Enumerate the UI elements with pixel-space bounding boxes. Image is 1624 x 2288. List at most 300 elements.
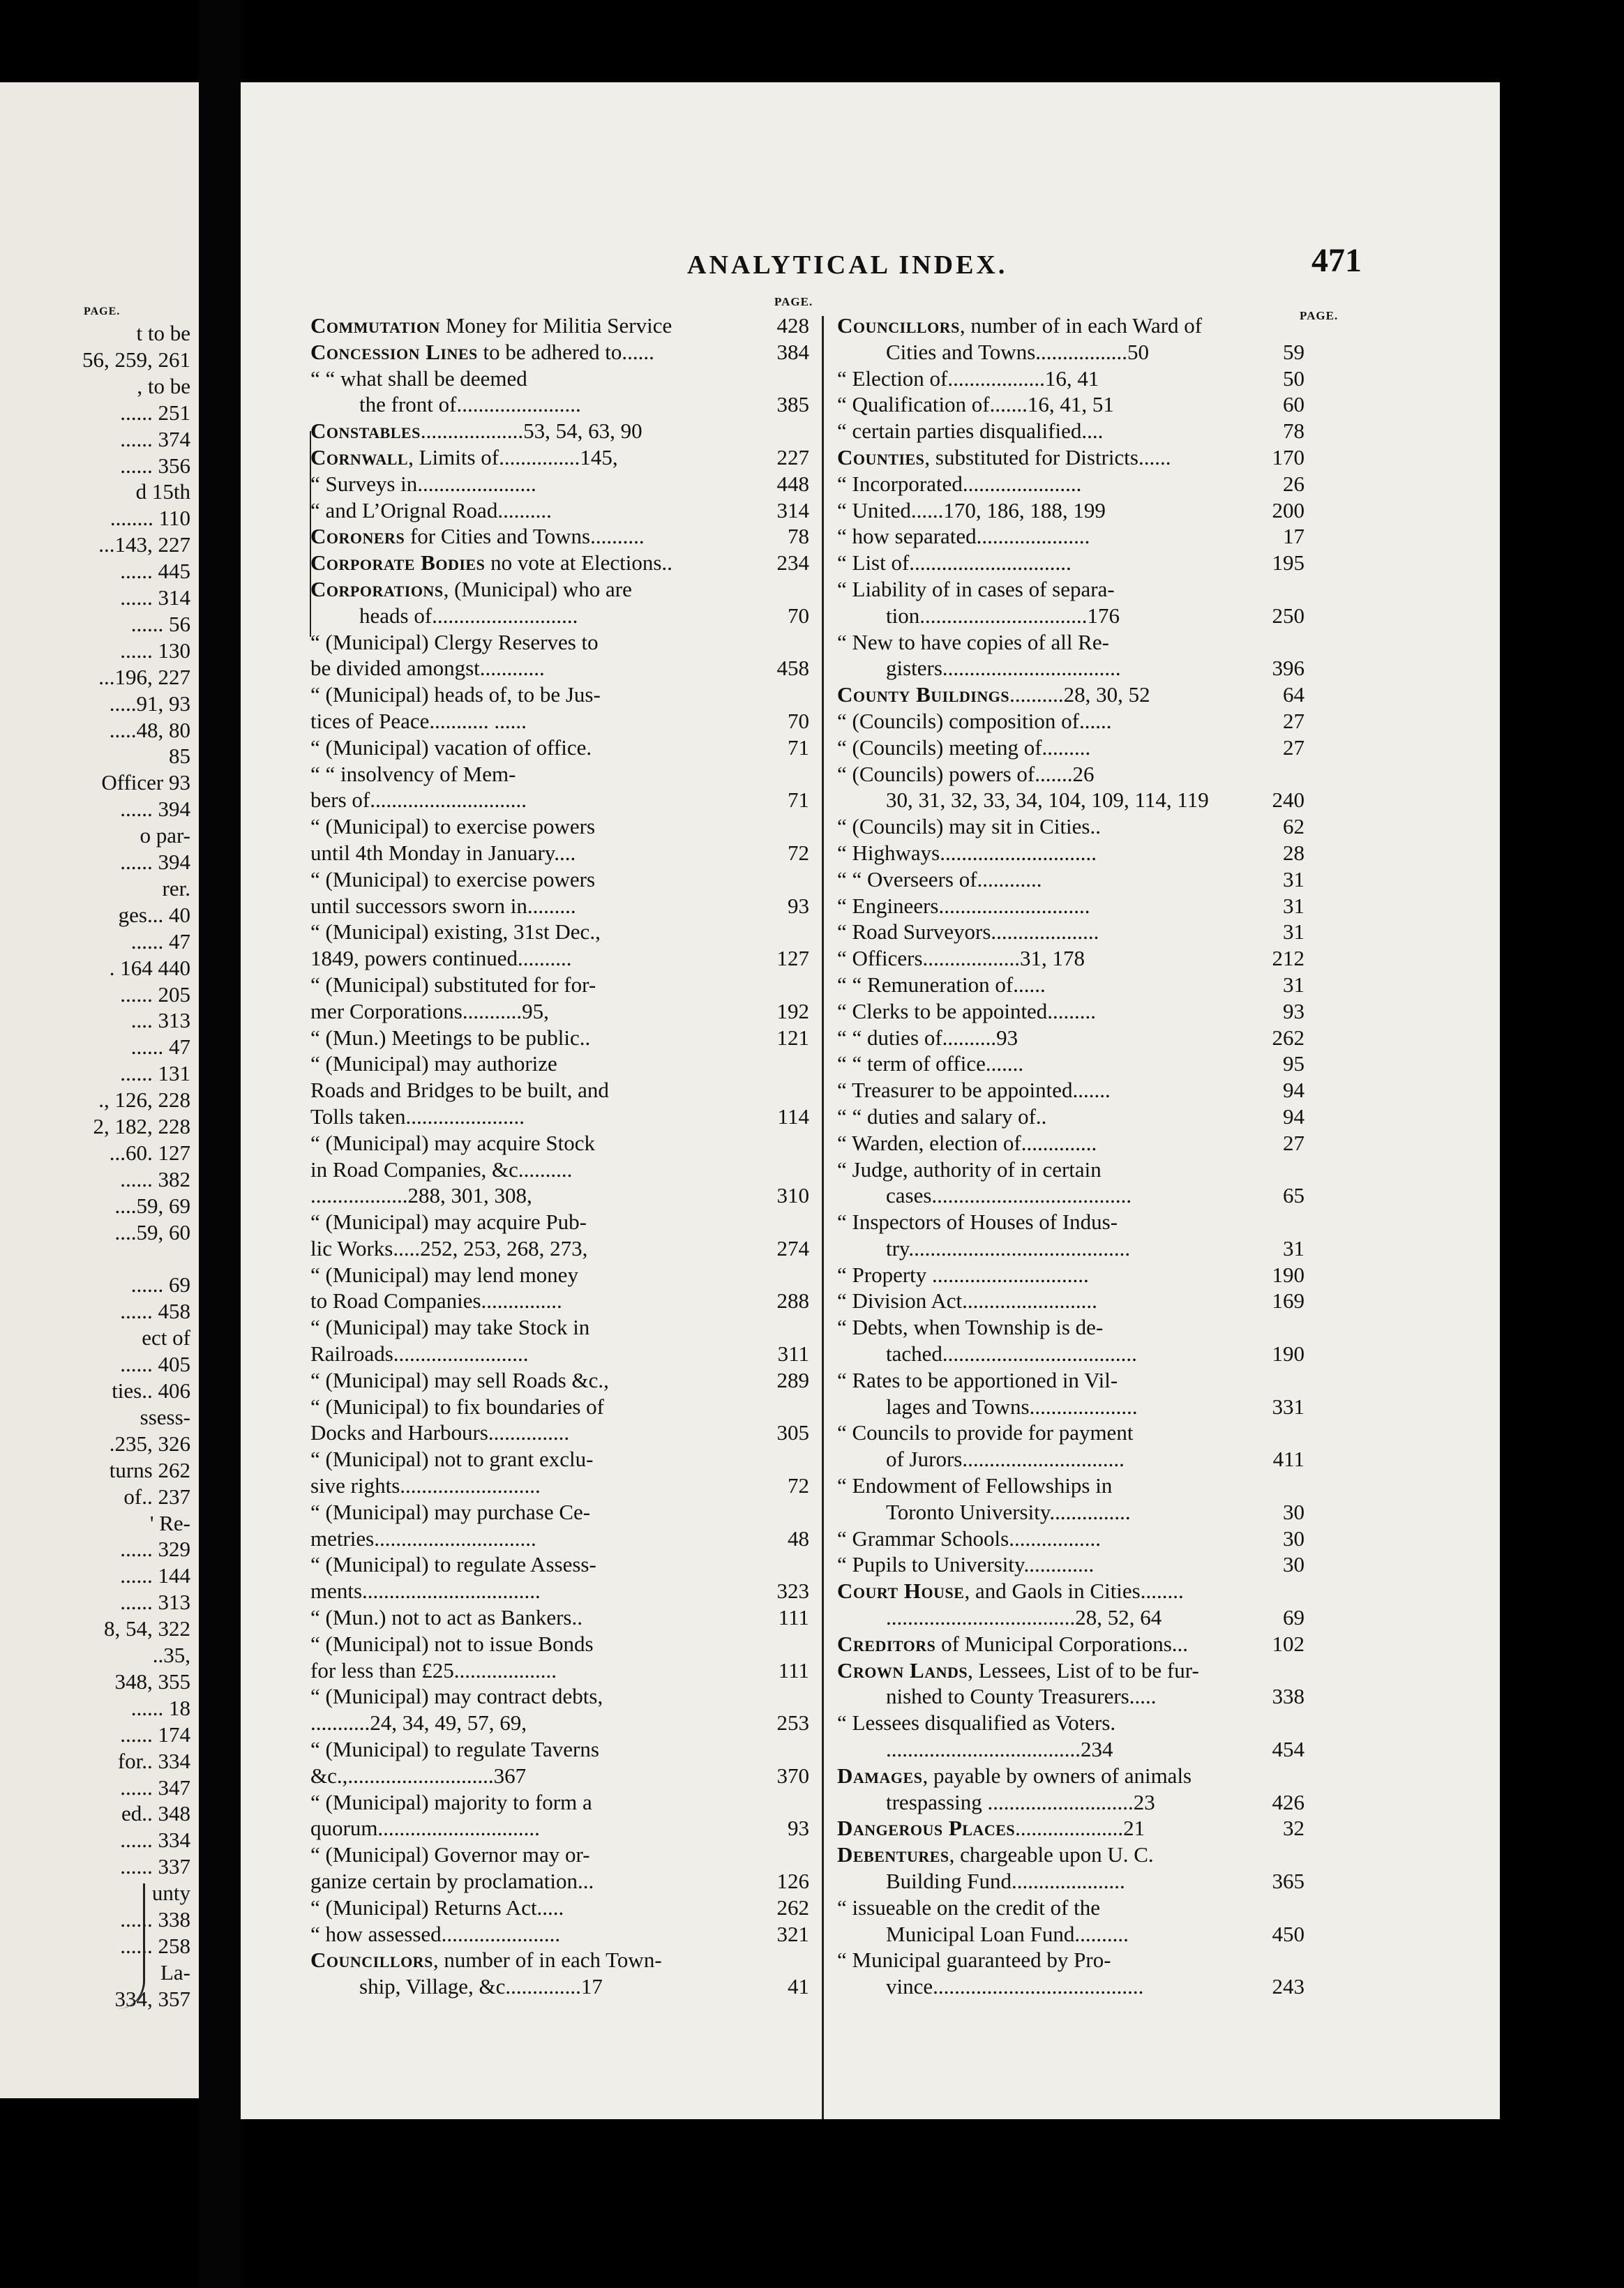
- entry-text: [310, 1077, 809, 1104]
- previous-page-line: ...... 382: [120, 1166, 190, 1191]
- entry-page-reference: 127: [776, 946, 809, 971]
- index-entry: [310, 391, 809, 418]
- index-entry: [837, 629, 1305, 656]
- entry-page-reference: 95: [1283, 1051, 1305, 1076]
- entry-description: tion...............................176: [886, 603, 1120, 628]
- index-entry: [310, 708, 809, 735]
- previous-page-line: Officer 93: [101, 770, 190, 795]
- entry-text: [310, 761, 809, 788]
- entry-description: Municipal Loan Fund..........: [886, 1921, 1129, 1946]
- previous-page-line: ...... 131: [120, 1061, 190, 1086]
- entry-page-reference: 31: [1283, 919, 1305, 944]
- entry-heading: Court House: [837, 1579, 965, 1604]
- entry-text: [310, 1736, 809, 1763]
- entry-description: for less than £25...................: [310, 1657, 557, 1683]
- index-entry: [837, 708, 1305, 735]
- index-entry: [310, 550, 809, 576]
- index-entry: [837, 1314, 1305, 1341]
- index-entry: [837, 1157, 1305, 1183]
- index-entry: [310, 1551, 809, 1578]
- entry-description: “ (Mun.) not to act as Bankers..: [310, 1605, 582, 1630]
- index-entry: [837, 1367, 1305, 1394]
- entry-description: “ Councils to provide for payment: [837, 1420, 1134, 1445]
- entry-text: [310, 1394, 809, 1420]
- entry-text: [837, 813, 1256, 840]
- entry-page-reference: 274: [776, 1235, 809, 1260]
- entry-description: “ (Municipal) may lend money: [310, 1262, 578, 1287]
- entry-text: [837, 1288, 1256, 1314]
- index-entry: [310, 1736, 809, 1763]
- index-entry: [310, 1288, 809, 1314]
- entry-text: [310, 1789, 809, 1816]
- previous-page-line: ....59, 69: [114, 1193, 190, 1218]
- entry-text: [837, 629, 1305, 656]
- entry-description: for Cities and Towns..........: [405, 524, 645, 549]
- previous-page-line: ...... 334: [120, 1828, 190, 1853]
- entry-description: ...................................28, 52, 64: [886, 1605, 1162, 1630]
- previous-page-line: ..35,: [152, 1643, 190, 1667]
- page-number: 471: [1311, 242, 1362, 279]
- entry-description: “ (Municipal) substituted for for-: [310, 972, 596, 997]
- index-entry: [310, 471, 809, 497]
- entry-description: “ Property .............................: [837, 1262, 1089, 1287]
- entry-page-reference: 288: [776, 1288, 809, 1314]
- index-entry: [837, 1499, 1305, 1526]
- entry-page-reference: 30: [1283, 1552, 1305, 1577]
- index-entry: [837, 655, 1305, 682]
- index-entry: [837, 1104, 1305, 1130]
- entry-text: [837, 497, 1256, 524]
- entry-description: , payable by owners of animals: [922, 1763, 1192, 1788]
- index-entry: [310, 998, 809, 1025]
- index-entry: [837, 1895, 1305, 1921]
- index-entry: [310, 1710, 809, 1736]
- entry-page-reference: 331: [1272, 1394, 1305, 1419]
- entry-description: “ (Municipal) to fix boundaries of: [310, 1394, 604, 1419]
- previous-page-line: ...... 445: [120, 559, 190, 584]
- index-entry: [310, 840, 809, 866]
- previous-page-line: ....59, 60: [114, 1219, 190, 1244]
- entry-text: [310, 1842, 809, 1868]
- entry-description: “ (Municipal) majority to form a: [310, 1789, 592, 1814]
- entry-page-reference: 78: [1283, 419, 1305, 444]
- entry-description: “ Incorporated......................: [837, 471, 1082, 496]
- entry-page-reference: 71: [788, 735, 809, 760]
- left-column: [310, 313, 809, 2000]
- entry-description: , number of in each Town-: [433, 1948, 662, 1973]
- entry-page-reference: 200: [1272, 497, 1305, 522]
- entry-page-reference: 50: [1283, 366, 1305, 391]
- entry-description: , Limits of...............145,: [408, 444, 618, 469]
- entry-description: “ Clerks to be appointed.........: [837, 998, 1097, 1023]
- entry-description: “ (Municipal) to regulate Taverns: [310, 1737, 599, 1762]
- entry-text: [310, 366, 809, 392]
- entry-page-reference: 48: [788, 1526, 809, 1551]
- entry-text: [886, 1446, 1256, 1473]
- entry-description: “ “ insolvency of Mem-: [310, 761, 516, 786]
- index-entry: [837, 1235, 1305, 1262]
- entry-text: [837, 1815, 1256, 1842]
- entry-description: try.........................................: [886, 1235, 1131, 1260]
- entry-text: [837, 550, 1256, 576]
- left-column-page-label: PAGE.: [774, 295, 813, 308]
- entry-text: [310, 682, 809, 708]
- entry-page-reference: 450: [1272, 1921, 1305, 1946]
- previous-page-line: ...... 313: [120, 1590, 190, 1615]
- entry-description: mer Corporations...........95,: [310, 998, 549, 1023]
- previous-page-line: ...... 144: [120, 1563, 190, 1588]
- entry-text: [837, 1895, 1305, 1921]
- entry-text: [310, 893, 760, 919]
- entry-page-reference: 396: [1272, 656, 1305, 681]
- index-entry: [310, 1683, 809, 1710]
- entry-text: [310, 1473, 760, 1499]
- entry-description: “ “ what shall be deemed: [310, 366, 527, 391]
- entry-page-reference: 114: [777, 1104, 809, 1129]
- entry-page-reference: 111: [778, 1657, 809, 1683]
- previous-page-line: for.. 334: [117, 1748, 190, 1773]
- previous-page-line: ...... 394: [120, 797, 190, 822]
- index-entry: [310, 576, 809, 603]
- index-entry: [310, 655, 809, 682]
- entry-text: [310, 497, 760, 524]
- entry-page-reference: 126: [776, 1869, 809, 1894]
- entry-text: [837, 1473, 1305, 1499]
- index-entry: [837, 761, 1305, 788]
- entry-text: [886, 1921, 1256, 1948]
- entry-description: Docks and Harbours...............: [310, 1420, 570, 1445]
- previous-page-fragment: [0, 82, 199, 2098]
- entry-page-reference: 253: [776, 1710, 809, 1736]
- entry-description: “ Election of..................16, 41: [837, 366, 1099, 391]
- previous-page-line: ...196, 227: [98, 664, 190, 689]
- entry-text: [837, 444, 1256, 471]
- entry-description: to Road Companies...............: [310, 1288, 562, 1314]
- entry-description: “ Highways.............................: [837, 840, 1097, 865]
- index-entry: [310, 761, 809, 788]
- entry-description: , (Municipal) who are: [443, 576, 632, 601]
- entry-text: [310, 1657, 760, 1684]
- previous-page-line: ...... 338: [120, 1907, 190, 1932]
- entry-text: [837, 1077, 1256, 1104]
- index-entry: [837, 1763, 1305, 1789]
- entry-text: [310, 1763, 760, 1789]
- previous-page-line: ...... 314: [120, 585, 190, 610]
- entry-text: [310, 919, 809, 945]
- entry-description: “ (Councils) may sit in Cities..: [837, 814, 1101, 839]
- entry-heading: Concession Lines: [310, 339, 478, 364]
- index-entry: [837, 1420, 1305, 1446]
- entry-page-reference: 59: [1283, 339, 1305, 364]
- index-entry: [837, 1947, 1305, 1973]
- entry-text: [310, 1868, 760, 1895]
- previous-page-line: ...... 405: [120, 1352, 190, 1377]
- entry-description: “ (Councils) composition of......: [837, 708, 1112, 733]
- entry-page-reference: 314: [776, 497, 809, 522]
- entry-description: Cities and Towns.................50: [886, 339, 1150, 364]
- entry-text: [837, 418, 1256, 444]
- entry-text: [310, 1209, 809, 1235]
- entry-description: “ Inspectors of Houses of Indus-: [837, 1210, 1118, 1235]
- entry-text: [837, 840, 1256, 866]
- index-entry: [837, 444, 1305, 471]
- previous-page-line: ...60. 127: [109, 1140, 190, 1165]
- index-entry: [310, 1657, 809, 1684]
- entry-description: “ (Municipal) may purchase Ce-: [310, 1499, 591, 1524]
- index-entry: [837, 1394, 1305, 1420]
- entry-description: “ (Municipal) vacation of office.: [310, 735, 592, 760]
- entry-page-reference: 240: [1272, 788, 1305, 813]
- index-entry: [310, 1868, 809, 1895]
- entry-text: [310, 1604, 760, 1631]
- index-entry: [837, 1526, 1305, 1552]
- index-entry: [310, 1789, 809, 1816]
- entry-description: “ Engineers............................: [837, 893, 1090, 918]
- entry-description: “ Grammar Schools.................: [837, 1526, 1101, 1551]
- entry-page-reference: 72: [788, 840, 809, 865]
- previous-page-line: ...... 205: [120, 981, 190, 1007]
- entry-description: gisters.................................: [886, 656, 1121, 681]
- previous-page-line: 8, 54, 322: [104, 1616, 190, 1641]
- index-entry: [837, 1710, 1305, 1736]
- index-entry: [310, 1367, 809, 1394]
- index-entry: [310, 813, 809, 840]
- entry-page-reference: 28: [1283, 840, 1305, 865]
- entry-text: [359, 391, 760, 418]
- entry-heading: Dangerous Places: [837, 1816, 1016, 1841]
- entry-description: Building Fund.....................: [886, 1869, 1125, 1894]
- index-entry: [837, 919, 1305, 945]
- entry-text: [886, 1868, 1256, 1895]
- entry-text: [310, 1288, 760, 1314]
- entry-page-reference: 78: [788, 524, 809, 549]
- entry-page-reference: 93: [788, 1816, 809, 1841]
- entry-page-reference: 65: [1283, 1183, 1305, 1208]
- entry-description: of Municipal Corporations...: [935, 1631, 1189, 1656]
- previous-page-line: .....91, 93: [109, 691, 190, 716]
- entry-text: [310, 1683, 809, 1710]
- index-entry: [310, 1314, 809, 1341]
- index-entry: [310, 523, 809, 550]
- entry-text: [837, 1657, 1305, 1684]
- entry-text: [837, 735, 1256, 761]
- index-entry: [310, 1895, 809, 1921]
- entry-description: “ Municipal guaranteed by Pro-: [837, 1948, 1111, 1973]
- entry-description: “ (Municipal) existing, 31st Dec.,: [310, 919, 601, 944]
- entry-page-reference: 321: [776, 1921, 809, 1946]
- entry-description: “ Liability of in cases of separa-: [837, 576, 1115, 601]
- entry-description: “ Endowment of Fellowships in: [837, 1473, 1113, 1498]
- pencil-bracket-mark: [115, 1883, 145, 2009]
- entry-description: , number of in each Ward of: [959, 313, 1203, 338]
- index-entry: [310, 1420, 809, 1446]
- entry-text: [837, 1104, 1256, 1130]
- entry-text: [837, 1710, 1305, 1736]
- index-entry: [837, 1051, 1305, 1077]
- entry-text: [359, 603, 760, 629]
- entry-description: lages and Towns....................: [886, 1394, 1138, 1419]
- entry-description: , Lessees, List of to be fur-: [968, 1657, 1199, 1683]
- index-entry: [310, 972, 809, 998]
- index-entry: [837, 1262, 1305, 1288]
- entry-description: of Jurors..............................: [886, 1447, 1125, 1472]
- entry-description: tached....................................: [886, 1341, 1137, 1367]
- entry-text: [310, 1341, 760, 1367]
- previous-page-line: ., 126, 228: [98, 1087, 190, 1113]
- previous-page-line: ...... 174: [120, 1722, 190, 1747]
- index-entry: [310, 1604, 809, 1631]
- entry-heading: County Buildings: [837, 682, 1010, 707]
- index-entry: [310, 1182, 809, 1209]
- entry-page-reference: 411: [1272, 1447, 1305, 1472]
- index-entry: [837, 471, 1305, 497]
- previous-page-line: ties.. 406: [112, 1378, 190, 1403]
- entry-text: [837, 366, 1256, 392]
- entry-description: “ (Municipal) to exercise powers: [310, 866, 596, 891]
- entry-description: “ Debts, when Township is de-: [837, 1315, 1104, 1340]
- entry-text: [310, 1526, 760, 1552]
- previous-page-line: ' Re-: [149, 1510, 190, 1535]
- entry-page-reference: 305: [776, 1420, 809, 1445]
- entry-description: no vote at Elections..: [485, 550, 672, 575]
- index-entry: [310, 1157, 809, 1183]
- index-entry: [310, 497, 809, 524]
- index-entry: [837, 682, 1305, 708]
- entry-text: [310, 972, 809, 998]
- entry-description: “ (Mun.) Meetings to be public..: [310, 1025, 591, 1050]
- previous-page-line: ect of: [142, 1325, 190, 1350]
- entry-page-reference: 62: [1283, 814, 1305, 839]
- entry-text: [310, 1262, 809, 1288]
- entry-page-reference: 71: [788, 788, 809, 813]
- index-entry: [837, 1842, 1305, 1868]
- previous-page-line: ...... 47: [130, 928, 190, 954]
- entry-description: “ (Municipal) may acquire Pub-: [310, 1210, 587, 1235]
- previous-page-line: ...... 347: [120, 1775, 190, 1800]
- entry-description: “ Officers..................31, 178: [837, 946, 1085, 971]
- entry-description: “ “ duties of..........93: [837, 1025, 1018, 1050]
- running-head: ANALYTICAL INDEX.: [687, 250, 1008, 280]
- entry-page-reference: 365: [1272, 1869, 1305, 1894]
- entry-description: heads of...........................: [359, 603, 578, 628]
- previous-page-line: La-: [160, 1959, 190, 1985]
- entry-page-reference: 311: [777, 1341, 809, 1367]
- previous-page-line: ...... 394: [120, 850, 190, 874]
- entry-text: [886, 1683, 1256, 1710]
- previous-page-line: .235, 326: [109, 1431, 190, 1456]
- entry-page-reference: 385: [776, 392, 809, 417]
- entry-page-reference: 426: [1272, 1789, 1305, 1814]
- entry-text: [837, 998, 1256, 1025]
- entry-heading: Cornwall: [310, 444, 409, 469]
- entry-description: “ “ duties and salary of..: [837, 1104, 1047, 1129]
- previous-page-line: ...... 374: [120, 426, 190, 451]
- entry-page-reference: 27: [1283, 1130, 1305, 1155]
- entry-text: [359, 1973, 760, 2000]
- entry-heading: Counties: [837, 444, 925, 469]
- index-entry: [837, 1209, 1305, 1235]
- entry-page-reference: 111: [778, 1605, 809, 1630]
- previous-page-line: ...... 329: [120, 1537, 190, 1562]
- entry-description: ..................288, 301, 308,: [310, 1183, 532, 1208]
- right-column-page-label: PAGE.: [1300, 309, 1339, 322]
- entry-description: Railroads.........................: [310, 1341, 529, 1367]
- entry-description: “ (Municipal) may contract debts,: [310, 1684, 603, 1709]
- entry-page-reference: 323: [776, 1579, 809, 1604]
- entry-heading: Debentures: [837, 1842, 949, 1867]
- entry-description: “ how separated.....................: [837, 524, 1090, 549]
- entry-text: [310, 523, 760, 550]
- entry-text: [310, 1895, 760, 1921]
- index-entry: [310, 1973, 809, 2000]
- index-entry: [310, 1130, 809, 1157]
- entry-page-reference: 338: [1272, 1684, 1305, 1709]
- entry-text: [310, 945, 760, 972]
- index-entry: [310, 1526, 809, 1552]
- previous-page-line: turns 262: [109, 1457, 190, 1482]
- entry-description: , and Gaols in Cities........: [964, 1579, 1184, 1604]
- entry-page-reference: 243: [1272, 1974, 1305, 1999]
- index-entry: [837, 1815, 1305, 1842]
- index-entry: [310, 1631, 809, 1657]
- index-entry: [310, 1446, 809, 1473]
- entry-text: [310, 1420, 760, 1446]
- entry-text: [837, 1763, 1305, 1789]
- entry-description: “ Warden, election of..............: [837, 1130, 1097, 1155]
- entry-description: “ (Municipal) Governor may or-: [310, 1842, 590, 1867]
- entry-text: [886, 1736, 1256, 1763]
- entry-text: [310, 1446, 809, 1473]
- index-entry: [837, 1551, 1305, 1578]
- entry-description: “ (Municipal) may take Stock in: [310, 1315, 590, 1340]
- index-entry: [837, 1578, 1305, 1604]
- entry-text: [310, 1157, 809, 1183]
- index-entry: [310, 1077, 809, 1104]
- entry-text: [837, 1551, 1256, 1578]
- index-entry: [310, 1763, 809, 1789]
- entry-text: [837, 1578, 1305, 1604]
- entry-text: [310, 1025, 760, 1051]
- index-entry: [310, 1499, 809, 1526]
- previous-page-line: of.. 237: [123, 1484, 190, 1509]
- entry-description: “ (Municipal) may authorize: [310, 1051, 557, 1076]
- entry-text: [310, 550, 760, 576]
- index-entry: [310, 919, 809, 945]
- previous-page-line: ...... 130: [120, 638, 190, 663]
- entry-page-reference: 192: [776, 998, 809, 1023]
- index-entry: [837, 603, 1305, 629]
- entry-description: ship, Village, &c..............17: [359, 1974, 603, 1999]
- entry-description: “ (Municipal) not to issue Bonds: [310, 1631, 594, 1656]
- entry-text: [310, 1104, 760, 1130]
- index-entry: [837, 1868, 1305, 1895]
- index-entry: [837, 893, 1305, 919]
- entry-description: “ Treasurer to be appointed.......: [837, 1078, 1111, 1103]
- entry-text: [837, 708, 1256, 735]
- entry-page-reference: 27: [1283, 735, 1305, 760]
- entry-text: [837, 313, 1305, 339]
- previous-page-line: ...... 56: [130, 611, 190, 636]
- entry-description: in Road Companies, &c..........: [310, 1157, 573, 1182]
- entry-text: [886, 655, 1256, 682]
- entry-page-reference: 454: [1272, 1737, 1305, 1762]
- index-entry: [837, 1130, 1305, 1157]
- entry-text: [886, 1604, 1256, 1631]
- entry-page-reference: 64: [1283, 682, 1305, 707]
- entry-text: [310, 444, 760, 471]
- entry-page-reference: 195: [1272, 550, 1305, 575]
- index-entry: [310, 603, 809, 629]
